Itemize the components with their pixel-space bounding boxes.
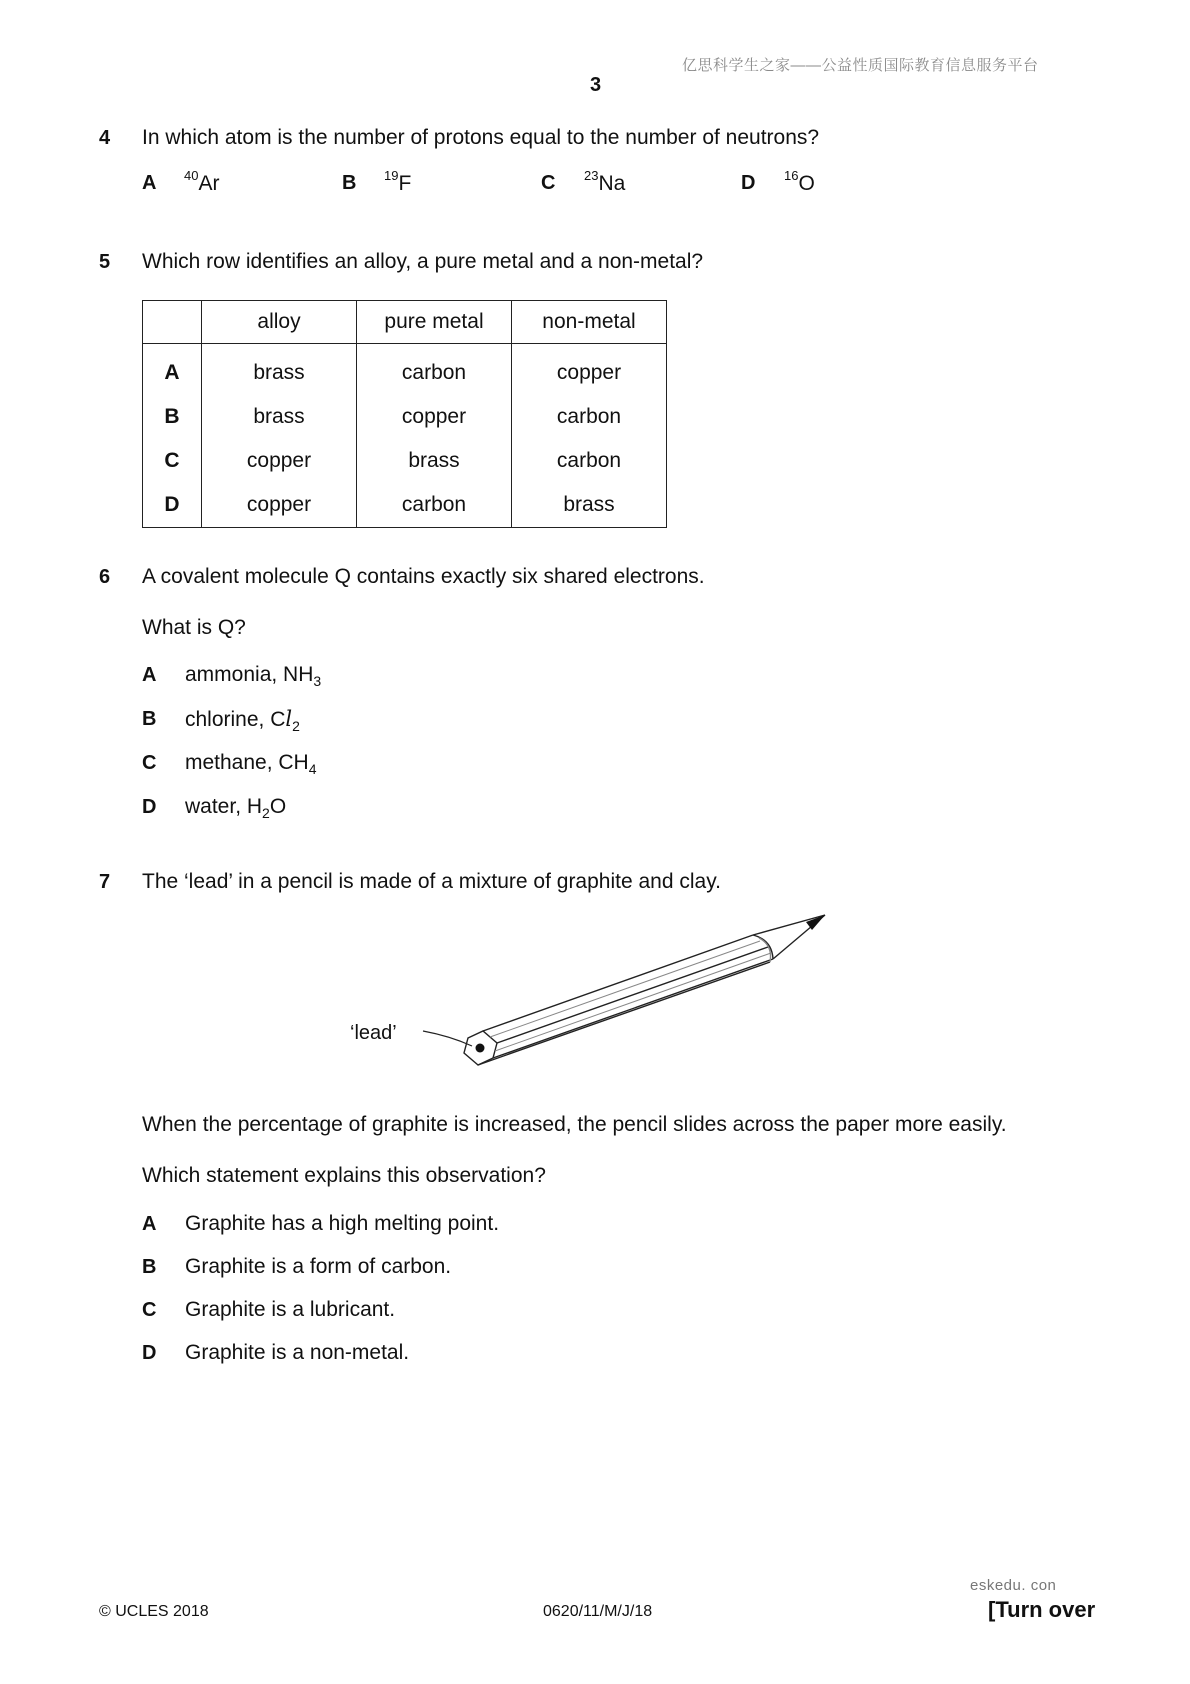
question-5-text: Which row identifies an alloy, a pure metal and a non-metal? <box>142 250 704 273</box>
row-label: C <box>143 439 202 483</box>
table-header-cell: alloy <box>202 301 357 344</box>
question-6-prompt: What is Q? <box>142 616 246 639</box>
row-label: D <box>143 483 202 528</box>
mass-number: 16 <box>784 168 799 183</box>
copyright: © UCLES 2018 <box>99 1603 209 1620</box>
diagram-label-lead: ‘lead’ <box>350 1022 397 1044</box>
table-row <box>143 439 667 483</box>
q4-option-d <box>741 172 755 195</box>
q7-option-c-label: C <box>142 1299 157 1321</box>
option-text: ammonia, NH <box>185 663 314 686</box>
watermark-text: 亿思科学生之家——公益性质国际教育信息服务平台 <box>682 57 1039 74</box>
question-7-text: The ‘lead’ in a pencil is made of a mixture of graphite and clay. <box>142 870 721 893</box>
mass-number: 40 <box>184 168 199 183</box>
q6-option-a-text <box>185 663 321 689</box>
element-symbol: F <box>398 172 412 195</box>
table-header-cell: pure metal <box>357 301 512 344</box>
q4-option-a-value <box>184 170 219 196</box>
pencil-diagram <box>350 910 840 1090</box>
option-label: D <box>741 172 756 194</box>
table-cell: carbon <box>357 483 512 528</box>
question-7-number: 7 <box>99 871 111 893</box>
table-row <box>143 344 667 396</box>
table-cell: copper <box>202 439 357 483</box>
option-text-tail: O <box>269 795 287 818</box>
paper-code: 0620/11/M/J/18 <box>543 1603 653 1620</box>
table-row <box>143 395 667 439</box>
q4-option-b <box>342 172 356 195</box>
table-header-cell <box>143 301 202 344</box>
question-6-number: 6 <box>99 566 111 588</box>
q4-option-c-value <box>584 170 625 196</box>
q7-option-b-text: Graphite is a form of carbon. <box>185 1255 452 1278</box>
question-7-observation: When the percentage of graphite is increased, the pencil slides across the paper more easily. <box>142 1113 1007 1136</box>
table-header-cell: non-metal <box>512 301 667 344</box>
option-text: methane, CH <box>185 751 309 774</box>
page-number: 3 <box>590 74 602 96</box>
element-symbol: O <box>798 172 815 195</box>
row-label: B <box>143 395 202 439</box>
q4-option-a <box>142 172 156 195</box>
table-cell: brass <box>202 344 357 396</box>
question-6-text: A covalent molecule Q contains exactly six shared electrons. <box>142 565 705 588</box>
q7-option-a-text: Graphite has a high melting point. <box>185 1212 500 1235</box>
question-5-number: 5 <box>99 251 111 273</box>
option-label: A <box>142 172 157 194</box>
q5-options-table <box>142 300 667 528</box>
table-cell: copper <box>512 344 667 396</box>
table-cell: brass <box>357 439 512 483</box>
table-cell: carbon <box>357 344 512 396</box>
option-text: chlorine, C <box>185 708 286 731</box>
q7-option-c-text: Graphite is a lubricant. <box>185 1298 396 1321</box>
table-cell: brass <box>202 395 357 439</box>
q7-option-d-text: Graphite is a non-metal. <box>185 1341 410 1364</box>
site-watermark: eskedu. con <box>970 1577 1057 1594</box>
table-cell: brass <box>512 483 667 528</box>
table-cell: copper <box>357 395 512 439</box>
q6-option-c-text <box>185 751 317 777</box>
element-symbol: Ar <box>198 172 220 195</box>
question-7-prompt: Which statement explains this observation? <box>142 1164 546 1187</box>
q6-option-d-label: D <box>142 796 157 818</box>
subscript: 2 <box>292 718 300 735</box>
question-4-text: In which atom is the number of protons equal to the number of neutrons? <box>142 126 820 149</box>
q6-option-c-label: C <box>142 752 157 774</box>
subscript: 3 <box>313 673 322 690</box>
italic-letter: l <box>285 707 293 731</box>
table-header-row <box>143 301 667 344</box>
table-row <box>143 483 667 528</box>
pencil-icon <box>360 910 840 1090</box>
mass-number: 19 <box>384 168 399 183</box>
q6-option-d-text <box>185 795 286 821</box>
q4-option-c <box>541 172 555 195</box>
mass-number: 23 <box>584 168 599 183</box>
option-label: B <box>342 172 357 194</box>
q4-option-b-value <box>384 170 411 196</box>
table-cell: copper <box>202 483 357 528</box>
q7-option-a-label: A <box>142 1213 157 1235</box>
option-label: C <box>541 172 556 194</box>
q6-option-b-label: B <box>142 708 157 730</box>
q7-option-d-label: D <box>142 1342 157 1364</box>
q6-option-a-label: A <box>142 664 157 686</box>
question-4-number: 4 <box>99 127 111 149</box>
element-symbol: Na <box>598 172 626 195</box>
subscript: 2 <box>262 805 270 822</box>
turn-over: [Turn over <box>988 1597 1096 1622</box>
subscript: 4 <box>308 761 317 778</box>
table-cell: carbon <box>512 395 667 439</box>
table-cell: carbon <box>512 439 667 483</box>
q6-option-b-text <box>185 707 300 734</box>
q7-option-b-label: B <box>142 1256 157 1278</box>
row-label: A <box>143 344 202 396</box>
q4-option-d-value <box>784 170 815 196</box>
option-text: water, H <box>185 795 263 818</box>
